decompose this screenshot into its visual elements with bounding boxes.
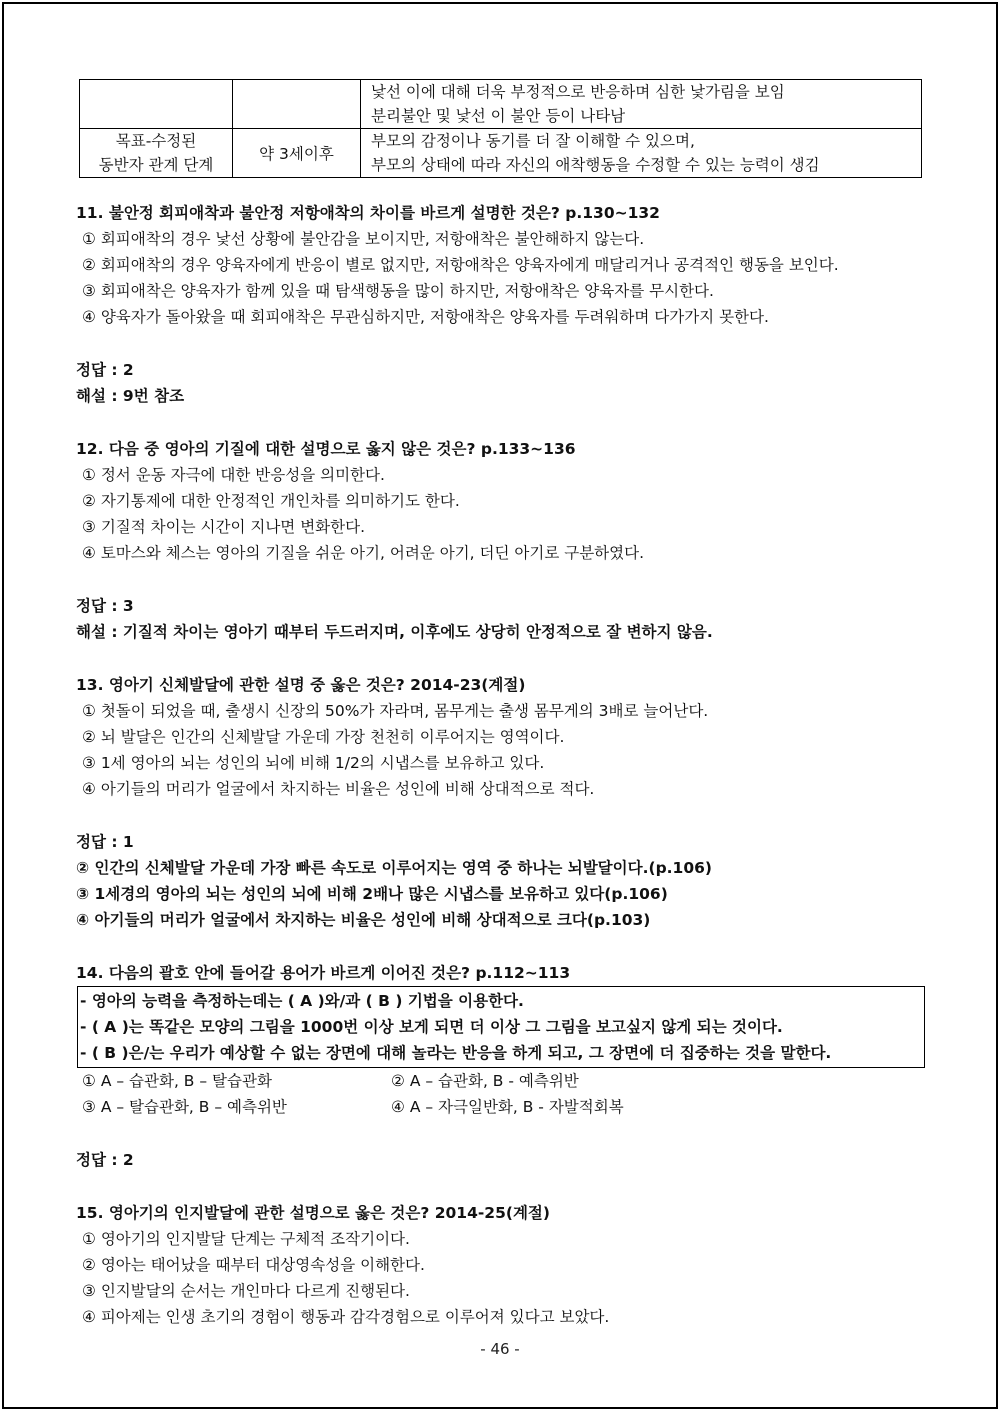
option-row [76,1068,936,1094]
answer-key: 정답 : 1 [76,833,134,851]
table-row [80,80,922,129]
box-line: - 영아의 능력을 측정하는데는 ( A )와/과 ( B ) 기법을 이용한다. [80,992,524,1010]
question-title: 12. 다음 중 영아의 기질에 대한 설명으로 옳지 않은 것은? p.133~136 [76,440,576,458]
answer-key: 정답 : 2 [76,361,134,379]
explanation-note: ② 인간의 신체발달 가운데 가장 빠른 속도로 이루어지는 영역 중 하나는 뇌발달이다.(p.106) [76,859,712,877]
answer-option: ① 첫돌이 되었을 때, 출생시 신장의 50%가 자라며, 몸무게는 출생 몸무게의 3배로 늘어난다. [82,702,709,720]
answer-option: ③ 인지발달의 순서는 개인마다 다르게 진행된다. [82,1282,410,1300]
answer-key: 정답 : 3 [76,597,134,615]
description-line: 분리불안 및 낯선 이 불안 등이 나타남 [371,107,626,125]
answer-option: ① 정서 운동 자극에 대한 반응성을 의미한다. [82,466,385,484]
option-row [76,1094,936,1120]
answer-option: ④ A – 자극일반화, B - 자발적회복 [391,1098,624,1116]
age-cell [233,80,361,129]
question-box [77,986,925,1068]
stage-cell [80,129,233,178]
description-line: 낯선 이에 대해 더욱 부정적으로 반응하며 심한 낯가림을 보임 [371,83,785,101]
box-line: - ( B )은/는 우리가 예상할 수 없는 장면에 대해 놀라는 반응을 하게 되고, 그 장면에 더 집중하는 것을 말한다. [80,1044,832,1062]
question-title: 13. 영아기 신체발달에 관한 설명 중 옳은 것은? 2014-23(계절) [76,676,526,694]
answer-option: ② 회피애착의 경우 양육자에게 반응이 별로 없지만, 저항애착은 양육자에게 매달리거나 공격적인 행동을 보인다. [82,256,839,274]
box-line: - ( A )는 똑같은 모양의 그림을 1000번 이상 보게 되면 더 이상 그 그림을 보고싶지 않게 되는 것이다. [80,1018,783,1036]
answer-option: ② 자기통제에 대한 안정적인 개인차를 의미하기도 한다. [82,492,460,510]
answer-option: ③ 기질적 차이는 시간이 지나면 변화한다. [82,518,366,536]
question-title: 11. 불안정 회피애착과 불안정 저항애착의 차이를 바르게 설명한 것은? p.130~132 [76,204,660,222]
answer-option: ③ 회피애착은 양육자가 함께 있을 때 탐색행동을 많이 하지만, 저항애착은 양육자를 무시한다. [82,282,714,300]
explanation-note: ③ 1세경의 영아의 뇌는 성인의 뇌에 비해 2배나 많은 시냅스를 보유하고 있다(p.106) [76,885,668,903]
description-cell [361,80,922,129]
answer-option: ① A – 습관화, B – 탈습관화 [82,1072,272,1090]
page-number: - 46 - [480,1340,520,1358]
explanation: 해설 : 9번 참조 [76,387,185,405]
stage-line: 목표-수정된 [115,132,197,150]
age-cell: 약 3세이후 [233,129,361,178]
explanation-note: ④ 아기들의 머리가 얼굴에서 차지하는 비율은 성인에 비해 상대적으로 크다(p.103) [76,911,651,929]
stage-line: 동반자 관계 단계 [98,156,214,174]
answer-key: 정답 : 2 [76,1151,134,1169]
answer-option: ④ 아기들의 머리가 얼굴에서 차지하는 비율은 성인에 비해 상대적으로 적다. [82,780,595,798]
question-content [76,200,936,1330]
answer-option: ③ 1세 영아의 뇌는 성인의 뇌에 비해 1/2의 시냅스를 보유하고 있다. [82,754,545,772]
answer-option: ② 영아는 태어났을 때부터 대상영속성을 이해한다. [82,1256,425,1274]
description-cell [361,129,922,178]
question-title: 15. 영아기의 인지발달에 관한 설명으로 옳은 것은? 2014-25(계절) [76,1204,550,1222]
description-line: 부모의 상태에 따라 자신의 애착행동을 수정할 수 있는 능력이 생김 [371,156,820,174]
explanation: 해설 : 기질적 차이는 영아기 때부터 두드러지며, 이후에도 상당히 안정적으로 잘 변하지 않음. [76,623,713,641]
stage-cell [80,80,233,129]
answer-option: ③ A – 탈습관화, B – 예측위반 [82,1098,287,1116]
table-row [80,129,922,178]
description-line: 부모의 감정이나 동기를 더 잘 이해할 수 있으며, [371,132,695,150]
answer-option: ② A – 습관화, B - 예측위반 [391,1072,579,1090]
answer-option: ② 뇌 발달은 인간의 신체발달 가운데 가장 천천히 이루어지는 영역이다. [82,728,565,746]
answer-option: ④ 토마스와 체스는 영아의 기질을 쉬운 아기, 어려운 아기, 더딘 아기로 구분하였다. [82,544,645,562]
answer-option: ④ 양육자가 돌아왔을 때 회피애착은 무관심하지만, 저항애착은 양육자를 두려워하며 다가가지 못한다. [82,308,769,326]
answer-option: ④ 피아제는 인생 초기의 경험이 행동과 감각경험으로 이루어져 있다고 보았다. [82,1308,610,1326]
question-title: 14. 다음의 괄호 안에 들어갈 용어가 바르게 이어진 것은? p.112~113 [76,964,571,982]
answer-option: ① 영아기의 인지발달 단계는 구체적 조작기이다. [82,1230,410,1248]
answer-option: ① 회피애착의 경우 낯선 상황에 불안감을 보이지만, 저항애착은 불안해하지 않는다. [82,230,645,248]
attachment-stage-table [79,79,922,178]
